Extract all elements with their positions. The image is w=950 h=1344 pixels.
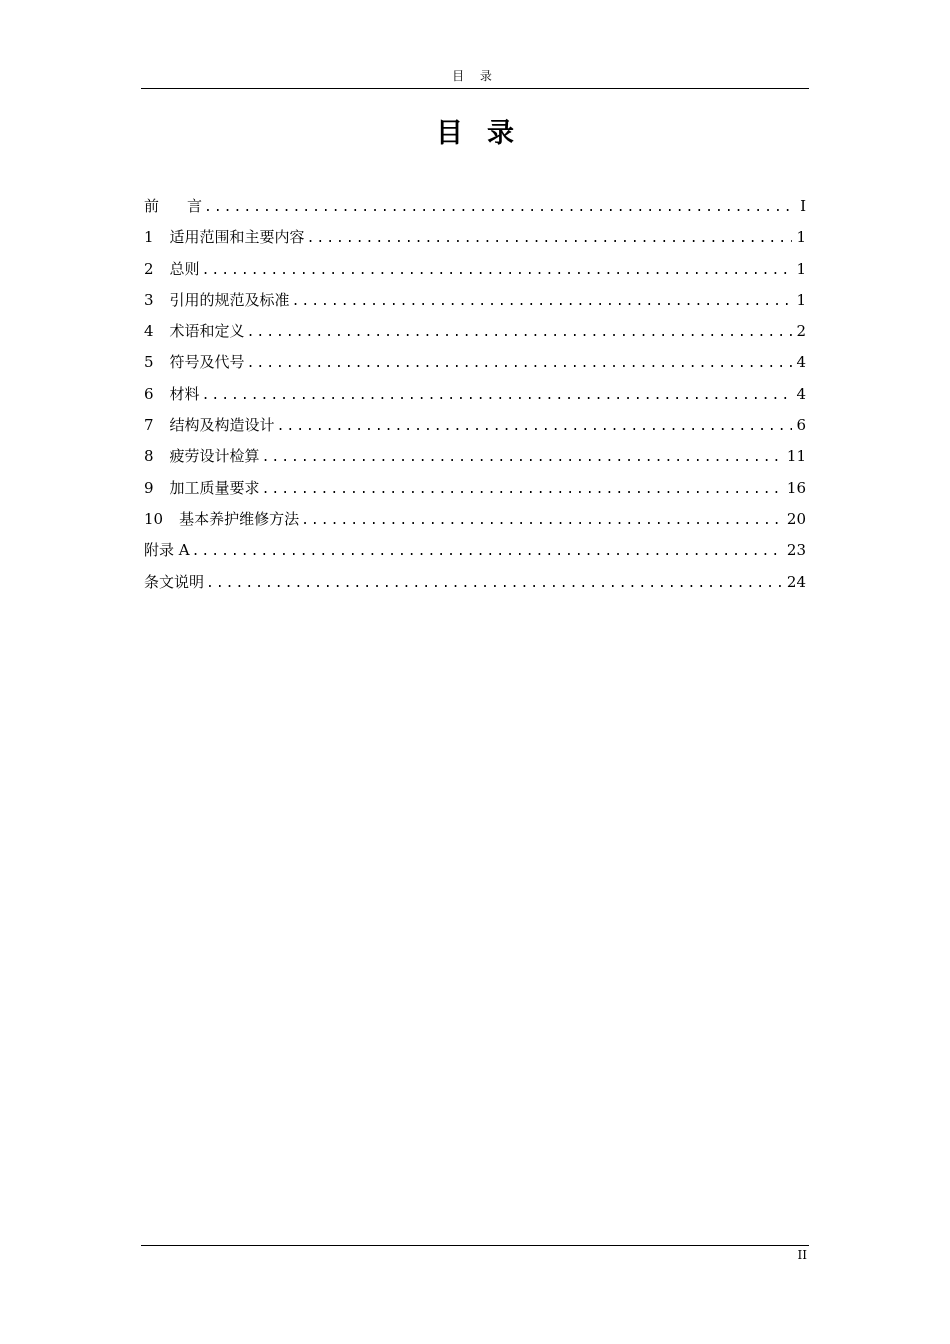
toc-dot-leader bbox=[206, 571, 783, 597]
toc-entry-label: 条文说明 bbox=[144, 572, 205, 591]
toc-entry-label: 加工质量要求 bbox=[169, 478, 260, 497]
running-header: 目 录 bbox=[452, 69, 498, 83]
toc-entry-1[interactable] bbox=[144, 224, 806, 255]
toc-entry-page: 11 bbox=[786, 447, 806, 466]
toc-dot-leader bbox=[247, 320, 792, 346]
toc-entry-page: 20 bbox=[786, 509, 806, 528]
toc-dot-leader bbox=[202, 258, 792, 284]
toc-entry-page: 4 bbox=[796, 384, 806, 403]
toc-dot-leader bbox=[307, 226, 792, 252]
toc-entry-8[interactable] bbox=[144, 443, 806, 474]
toc-entry-number: 7 bbox=[144, 416, 154, 435]
toc-entry-label: 符号及代号 bbox=[169, 353, 245, 372]
toc-dot-leader bbox=[301, 508, 783, 534]
toc-entry-label: 引用的规范及标准 bbox=[169, 290, 290, 309]
toc-entry-page: 1 bbox=[796, 290, 806, 309]
toc-entry-number: 2 bbox=[144, 259, 154, 278]
toc-entry-10[interactable] bbox=[144, 506, 806, 537]
toc-entry-5[interactable] bbox=[144, 349, 806, 380]
toc-entry-page: 4 bbox=[796, 353, 806, 372]
toc-dot-leader bbox=[262, 477, 783, 503]
toc-entry-label: 总则 bbox=[169, 259, 200, 278]
toc-entry-page: 1 bbox=[796, 259, 806, 278]
page-number: II bbox=[797, 1248, 807, 1262]
toc-entry-number: 6 bbox=[144, 384, 154, 403]
toc-entry-number: 3 bbox=[144, 290, 154, 309]
toc-entry-label: 适用范围和主要内容 bbox=[169, 228, 305, 247]
toc-entry-6[interactable] bbox=[144, 381, 806, 412]
toc-entry-page: 2 bbox=[796, 322, 806, 341]
toc-dot-leader bbox=[292, 289, 792, 315]
toc-entry-label: 基本养护维修方法 bbox=[179, 509, 300, 528]
toc-dot-leader bbox=[262, 445, 783, 471]
toc-entry-4[interactable] bbox=[144, 318, 806, 349]
toc-entry-page: 23 bbox=[786, 541, 806, 560]
toc-dot-leader bbox=[204, 195, 792, 221]
header-rule bbox=[141, 88, 809, 89]
toc-entry-page: 1 bbox=[796, 228, 806, 247]
toc-entry-3[interactable] bbox=[144, 287, 806, 318]
toc-entry-9[interactable] bbox=[144, 475, 806, 506]
toc-entry-appendix-a[interactable] bbox=[144, 537, 806, 568]
toc-dot-leader bbox=[202, 383, 792, 409]
toc-entry-2[interactable] bbox=[144, 256, 806, 287]
toc-entry-number: 5 bbox=[144, 353, 154, 372]
toc-entry-number: 4 bbox=[144, 322, 154, 341]
toc-entry-number: 8 bbox=[144, 447, 154, 466]
toc-dot-leader bbox=[192, 539, 783, 565]
table-of-contents bbox=[144, 193, 806, 600]
toc-entry-preface[interactable] bbox=[144, 193, 806, 224]
toc-entry-label: 术语和定义 bbox=[169, 322, 245, 341]
toc-entry-label: 前言 bbox=[144, 197, 231, 215]
page-title: 目录 bbox=[436, 118, 538, 149]
toc-entry-page: 6 bbox=[796, 416, 806, 435]
toc-entry-number: 1 bbox=[144, 228, 154, 247]
toc-entry-7[interactable] bbox=[144, 412, 806, 443]
toc-entry-label: 疲劳设计检算 bbox=[169, 447, 260, 466]
toc-entry-label: 附录 A bbox=[144, 541, 190, 560]
toc-entry-number: 9 bbox=[144, 478, 154, 497]
toc-entry-number: 10 bbox=[144, 509, 164, 528]
toc-entry-label: 结构及构造设计 bbox=[169, 416, 275, 435]
toc-entry-page: 24 bbox=[786, 572, 806, 591]
toc-entry-page: I bbox=[800, 197, 806, 215]
toc-dot-leader bbox=[247, 351, 792, 377]
toc-dot-leader bbox=[277, 414, 792, 440]
toc-entry-explanation[interactable] bbox=[144, 569, 806, 600]
toc-entry-label: 材料 bbox=[169, 384, 200, 403]
toc-entry-page: 16 bbox=[786, 478, 806, 497]
